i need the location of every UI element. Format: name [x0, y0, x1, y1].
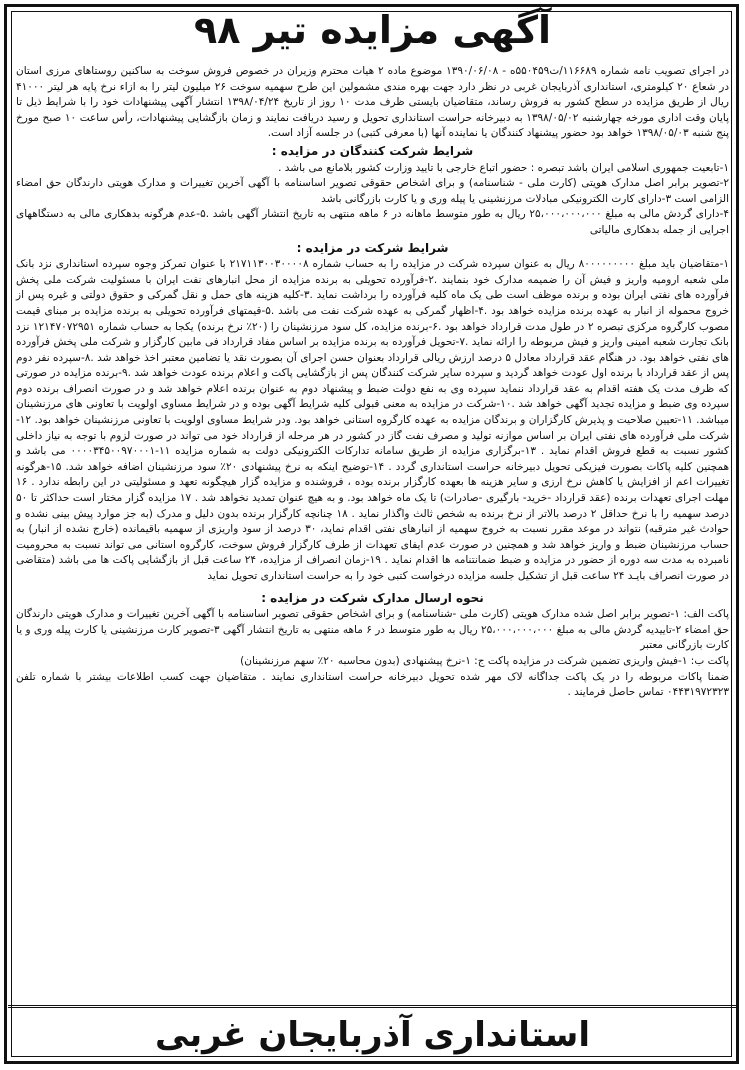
notice-title: آگهی مزایده تیر ۹۸	[194, 8, 551, 52]
section-conditions-heading: شرایط شرکت در مزایده :	[296, 240, 449, 255]
participants-item: ۴-دارای گردش مالی به مبلغ ۲۵،۰۰۰،۰۰۰،۰۰۰ ریال به طور متوسط ماهانه در ۶ ماهه منتهی به تاریخ انتشار آگهی باشد .۵-عدم هرگونه بدهکاری مالی به دستگاههای اجرایی از جمله بدهکاری مالیاتی	[16, 208, 729, 236]
section-participants-heading: شرایط شرکت کنندگان در مزایده :	[271, 143, 474, 158]
packet-b-paragraph: پاکت ب: ۱-فیش واریزی تضمین شرکت در مزایده پاکت ج: ۱-نرخ پیشنهادی (بدون محاسبه ۲۰٪ سهم مرزنشینان)	[240, 654, 729, 667]
closing-paragraph: ضمنا پاکات مربوطه را در یک پاکت جداگانه لاک مهر شده تحویل دبیرخانه حراست استانداری نمایند . متقاضیان جهت کسب اطلاعات بیشتر با شماره تلفن ۰۴۴۳۱۹۷۲۳۲۳ تماس حاصل فرمایند .	[16, 670, 729, 699]
participants-item: ۱-تابعیت جمهوری اسلامی ایران باشد تبصره : حضور اتباع خارجی با تایید وزارت کشور بلامانع می باشد .	[278, 161, 729, 174]
conditions-paragraph: ۱-متقاضیان باید مبلغ ۸۰۰۰۰۰۰۰۰۰ ریال به عنوان سپرده شرکت در مزایده را به حساب شماره ۲۱۷۱۱۳۰۰۳۰۰۰۰۸ با عنوان تمرکز وجوه سپرده استانداری نزد بانک ملی شعبه ارومیه واریز و فیش آن را ضمیمه مدارک خود بنمایند .۲-فرآورده تحویلی به برنده مزایده از محل انبارهای نفت ایران با مسئولیت شرکت ملی پخش فرآورده های نفتی ایران بوده و برنده موظف است طی یک ماه کلیه فرآورده را برداشت نماید .۳-کلیه هزینه های حمل و نقل گمرکی و حقوق دولتی و غیره پس از خروج محموله از انبار به عهده برنده مزایده خواهد بود .۴-اظهار گمرکی به عهده شرکت نفت می باشد .۵-قیمتهای فرآورده تحویلی به برنده مزایده بر مبنای قیمت مصوب کارگروه مرکزی تبصره ۲ در طول مدت قرارداد خواهد بود .۶-برنده مزایده، کل سود مرزنشینان را (۲۰٪ نرخ برنده) یکجا به حساب شماره ۱۲۱۴۷۰۷۲۹۵۱ نزد بانک تجارت شعبه امینی واریز و فیش مربوطه را ارائه نماید .۷-تحویل فرآورده به برنده مزایده بر اساس مفاد قرارداد فی مابین کارگزار و شرکت ملی پخش فرآورده های نفتی خواهد بود. در هنگام عقد قرارداد معادل ۵ درصد ارزش ریالی قرارداد بعنوان حسن اجرای آن بصورت نقد یا تضامین معتبر اخذ خواهد شد .۸-سپرده نفر دوم پس از عقد قرارداد با برنده اول عودت خواهد گردید و سپرده سایر شرکت کنندگان پس از بازگشایی پاکت و اعلام برنده عودت خواهد شد .۹-برنده مزایده در صورتی که ظرف مدت یک هفته اقدام به عقد قرارداد ننماید سپرده وی به نفع دولت ضبط و پیشنهاد دوم به عنوان برنده اعلام خواهد شد و در صورت انصراف برنده دوم سپرده وی ضبط و مزایده تجدید آگهی خواهد شد .۱۰-شرکت در مزایده به معنی قبولی کلیه شرایط آگهی بوده و در شرایط مساوی اولویت با تعاونی های مرزنشینان میباشد. ۱۱-تعیین صلاحیت و پذیرش کارگزاران و برندگان مزایده به عهده کارگروه استانی خواهد بود. ودر شرایط مساوی اولویت با تعاونی مرزنشینان خواهد بود. ۱۲-شرکت ملی فرآورده های نفتی ایران بر اساس موازنه تولید و مصرف نفت گاز در کشور در هر مرحله از قرارداد خود می تواند در صورت لزوم با توجه به نیاز داخلی کشور نسبت به قطع فروش اقدام نماید . ۱۳-برگزاری مزایده از طریق سامانه تدارکات الکترونیکی دولت به شماره مزایده ۱۱-۰۰۰۰۳۴۵۰۰۹۷۰۰۰۱ می باشد و همچنین کلیه پاکات بصورت فیزیکی تحویل دبیرخانه حراست استانداری گردد . ۱۴-توضیح اینکه به نرخ پیشنهادی ۲۰٪ سود مرزنشینان اضافه خواهد شد. ۱۵-هرگونه تغییرات اعم از افزایش یا کاهش نرخ ارزی و سایر هزینه ها بعهده کارگزار برنده بوده ، فروشنده و مزایده گزار هیچگونه تعهد و مسئولیتی در این رابطه ندارد . ۱۶ مهلت اجرای تعهدات برنده (عقد قرارداد -خرید- بارگیری -صادرات) تا یک ماه خواهد بود. و به هیچ عنوان تمدید نخواهد شد . ۱۷ مزایده گزار مختار است حداکثر تا ۵۰ درصد سهمیه را با نرخ حداقل ۲ درصد بالاتر از نرخ برنده به شخص ثالث واگذار نماید . ۱۸ چنانچه کارگزار برنده بدون دلیل و مدرک (به جز موارد پیش بینی نشده و حوادث غیر مترقبه) نتواند در موعد مقرر نسبت به خروج سهمیه از انبارهای نفتی اقدام نماید، ۳۰ درصد از سود واریزی از سهمیه باقیمانده (خارج نشده از انبار) به حساب مرزنشینان ضبط و واریز خواهد شد و همچنین در صورت عدم ایفای تعهدات از طرف کارگزار فروش سوخت، کارگروه استانی می تواند نسبت به محرومیت نامبرده به مدت سه دوره از حضور در مزایده و ضبط ضمانتنامه ها اقدام نماید . ۱۹-زمان انصراف از مزایده، ۲۴ ساعت قبل از بازگشایی پاکت ها می باشد (متقاضی در صورت انصراف بایـد ۲۴ ساعت قبل از تشکیل جلسه مزایده درخواست کتبی خود را به حراست استانداری تحویل نماید	[16, 258, 730, 582]
notice-body	[16, 64, 729, 1004]
packet-a-paragraph: پاکت الف: ۱-تصویر برابر اصل شده مدارک هویتی (کارت ملی -شناسنامه) و برای اشخاص حقوقی تصویر اساسنامه با آگهی آخرین تغییرات و مدارک هویتی دارندگان حق امضاء ۲-تاییدیه گردش مالی به مبلغ ۲۵،۰۰۰،۰۰۰،۰۰۰ ریال به طور متوسط در ۶ ماهه منتهی به تاریخ انتشار آگهی ۳-تصویر کارت مرزنشینی یا کارت پیله وری و یا کارت بازرگانی معتبر	[16, 608, 729, 652]
section-documents-heading: نحوه ارسال مدارک شرکت در مزایده :	[261, 590, 484, 605]
intro-paragraph: در اجرای تصویب نامه شماره ۱۱۶۶۸۹/ت۵۵۰۴۵۹ه - ۱۳۹۰/۰۶/۰۸ موضوع ماده ۲ هیات محترم وزیران در خصوص فروش سوخت به ساکنین روستاهای مرزی استان در شعاع ۲۰ کیلومتری، استانداری آذربایجان غربی در نظر دارد جهت بهره مندی مشمولین این طرح سهمیه سوخت ۲۶ میلیون لیتر را به ازاء نرخ پایه هر لیتر ۴۱۰۰۰ ریال از طریق مزایده در سطح کشور به فروش رساند، متقاضیان بایستی ظرف مدت ۱۰ روز از تاریخ ۱۳۹۸/۰۴/۲۴ انتشار آگهی پیشنهادات خود را با شرایط ذیل تا پایان وقت اداری مورخه چهارشنبه ۱۳۹۸/۰۵/۰۲ به دبیرخانه حراست استانداری تحویل و رسید دریافت نمایند و زمان بازگشایی پیشنهادات، رأس ساعت ۱۰ صبح مورخ پنج شنبه ۱۳۹۸/۰۵/۰۳ خواهد بود حضور پیشنهاد کنندگان یا نماینده آنها (با معرفی کتبی) در جلسه آزاد است.	[16, 65, 730, 140]
participants-item: ۲-تصویر برابر اصل مدارک هویتی (کارت ملی - شناسنامه) و برای اشخاص حقوقی تصویر اساسنامه با آگهی آخرین تغییرات و مدارک هویتی دارندگان حق امضاء الزامی است ۳-دارای کارت الکترونیکی مبادلات مرزنشینی یا پیله وری و یا کارت بازرگانی باشد	[16, 177, 729, 205]
issuer-footer: استانداری آذربایجان غربی	[8, 1005, 737, 1062]
